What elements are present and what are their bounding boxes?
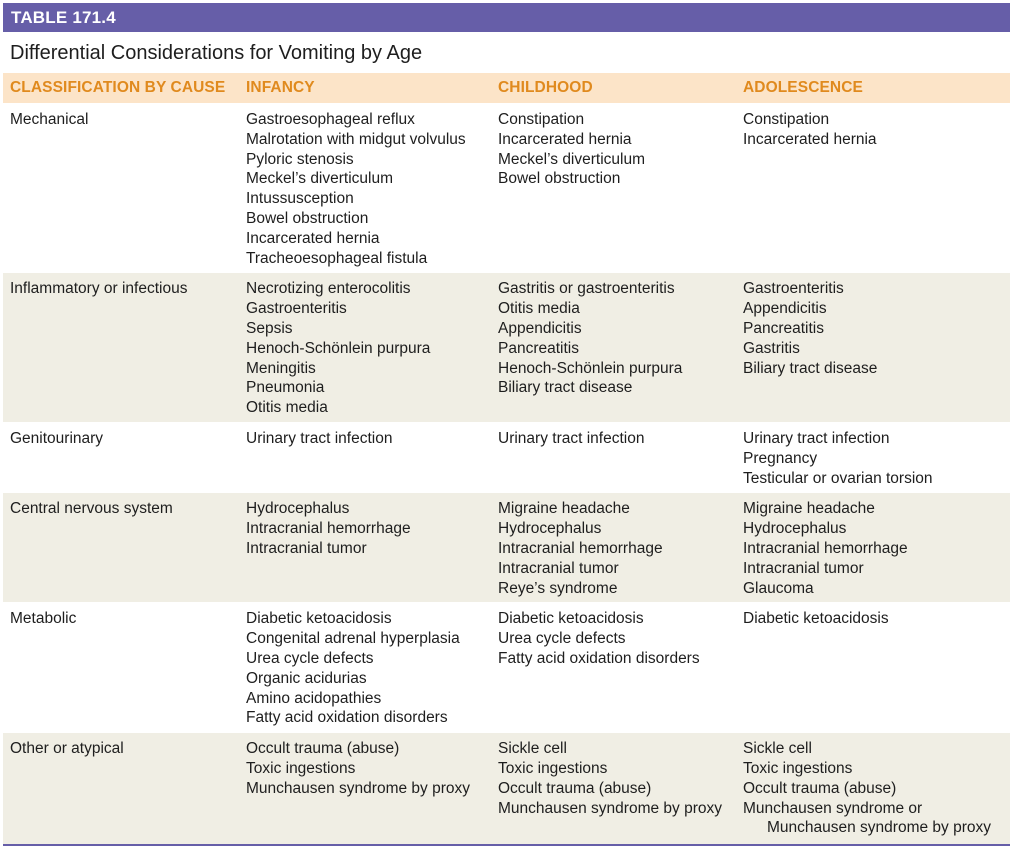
condition-item: Migraine headache (743, 500, 875, 518)
condition-item: Meckel’s diverticulum (246, 170, 394, 188)
infancy-cell (239, 733, 491, 844)
condition-item: Congenital adrenal hyperplasia (246, 630, 460, 648)
condition-item: Diabetic ketoacidosis (743, 610, 889, 628)
table-row (3, 603, 1010, 733)
condition-item: Urea cycle defects (246, 649, 374, 667)
condition-item: Intracranial hemorrhage (498, 539, 663, 557)
condition-item: Fatty acid oxidation disorders (498, 649, 700, 667)
condition-item: Otitis media (246, 399, 328, 417)
table-container (3, 3, 1010, 846)
condition-item: Hydrocephalus (743, 520, 847, 538)
condition-item: Malrotation with midgut volvulus (246, 130, 466, 148)
condition-item: Pancreatitis (498, 339, 579, 357)
table-row (3, 733, 1010, 844)
condition-item: Urinary tract infection (743, 429, 890, 447)
adolescence-cell (736, 273, 1010, 423)
table-row (3, 493, 1010, 603)
infancy-cell (239, 603, 491, 733)
condition-item: Munchausen syndrome by proxy (498, 799, 723, 817)
condition-item: Amino acidopathies (246, 689, 382, 707)
condition-item: Henoch-Schönlein purpura (498, 359, 683, 377)
condition-item: Intracranial hemorrhage (246, 520, 411, 538)
childhood-cell (491, 104, 736, 273)
condition-item: Glaucoma (743, 579, 814, 597)
condition-item: Occult trauma (abuse) (743, 779, 897, 797)
childhood-cell (491, 493, 736, 603)
condition-item: Fatty acid oxidation disorders (246, 709, 448, 727)
condition-item: Hydrocephalus (498, 520, 602, 538)
childhood-cell (491, 273, 736, 423)
condition-item: Gastroesophageal reflux (246, 111, 415, 128)
cause-label: Mechanical (10, 111, 89, 128)
condition-item: Urinary tract infection (498, 429, 645, 447)
cause-cell (3, 104, 239, 273)
condition-item: Appendicitis (743, 300, 827, 318)
condition-item: Necrotizing enterocolitis (246, 280, 411, 298)
header-classification: CLASSIFICATION BY CAUSE (3, 73, 239, 104)
condition-item: Sickle cell (743, 740, 812, 758)
condition-item: Pyloric stenosis (246, 150, 354, 168)
condition-item: Bowel obstruction (498, 170, 621, 188)
condition-item: Organic acidurias (246, 669, 367, 687)
condition-item: Meningitis (246, 359, 316, 377)
condition-item: Gastroenteritis (743, 280, 844, 298)
condition-item: Occult trauma (abuse) (498, 779, 652, 797)
differential-table (3, 73, 1010, 844)
table-title: Differential Considerations for Vomiting by Age (10, 42, 423, 64)
condition-item: Otitis media (498, 300, 580, 318)
adolescence-cell (736, 733, 1010, 844)
condition-item: Occult trauma (abuse) (246, 740, 400, 758)
condition-item: Hydrocephalus (246, 500, 350, 518)
header-adolescence: ADOLESCENCE (736, 73, 1010, 104)
cause-label: Central nervous system (10, 500, 173, 518)
table-row (3, 104, 1010, 273)
condition-item: Appendicitis (498, 319, 582, 337)
childhood-cell (491, 422, 736, 492)
condition-item: Bowel obstruction (246, 209, 369, 227)
condition-item: Constipation (498, 111, 585, 128)
condition-item: Intussusception (246, 190, 354, 208)
adolescence-cell (736, 104, 1010, 273)
adolescence-cell (736, 422, 1010, 492)
cause-label: Inflammatory or infectious (10, 280, 188, 298)
cause-cell (3, 422, 239, 492)
condition-item: Pregnancy (743, 449, 818, 467)
condition-item: Gastritis (743, 339, 800, 357)
cause-cell (3, 733, 239, 844)
table-row (3, 422, 1010, 492)
condition-item: Intracranial tumor (498, 559, 619, 577)
infancy-cell (239, 273, 491, 423)
condition-item: Diabetic ketoacidosis (498, 610, 644, 628)
childhood-cell (491, 603, 736, 733)
cause-cell (3, 603, 239, 733)
adolescence-cell (736, 603, 1010, 733)
condition-item: Pancreatitis (743, 319, 824, 337)
condition-item: Migraine headache (498, 500, 630, 518)
header-childhood: CHILDHOOD (491, 73, 736, 104)
condition-item: Incarcerated hernia (743, 130, 877, 148)
condition-item: Intracranial tumor (743, 559, 864, 577)
condition-item: Henoch-Schönlein purpura (246, 339, 431, 357)
cause-cell (3, 273, 239, 423)
table-row (3, 273, 1010, 423)
condition-item: Urinary tract infection (246, 429, 393, 447)
condition-item: Gastritis or gastroenteritis (498, 280, 675, 298)
condition-item: Toxic ingestions (246, 759, 356, 777)
condition-item: Incarcerated hernia (498, 130, 632, 148)
infancy-cell (239, 104, 491, 273)
bottom-rule (3, 844, 1010, 846)
condition-item: Sickle cell (498, 740, 567, 758)
condition-item: Biliary tract disease (498, 379, 633, 397)
condition-item: Toxic ingestions (743, 759, 853, 777)
condition-item: Munchausen syndrome or Munchausen syndrome by proxy (743, 799, 992, 837)
condition-item: Munchausen syndrome by proxy (246, 779, 471, 797)
cause-cell (3, 493, 239, 603)
header-row (3, 73, 1010, 104)
cause-label: Metabolic (10, 610, 77, 628)
condition-item: Diabetic ketoacidosis (246, 610, 392, 628)
condition-item: Meckel’s diverticulum (498, 150, 646, 168)
condition-item: Constipation (743, 111, 830, 128)
condition-item: Pneumonia (246, 379, 325, 397)
infancy-cell (239, 422, 491, 492)
condition-item: Sepsis (246, 319, 293, 337)
header-infancy: INFANCY (239, 73, 491, 104)
condition-item: Biliary tract disease (743, 359, 878, 377)
condition-item: Testicular or ovarian torsion (743, 469, 933, 487)
condition-item: Intracranial tumor (246, 539, 367, 557)
condition-item: Incarcerated hernia (246, 229, 380, 247)
childhood-cell (491, 733, 736, 844)
condition-item: Urea cycle defects (498, 630, 626, 648)
condition-item: Toxic ingestions (498, 759, 608, 777)
cause-label: Other or atypical (10, 740, 124, 758)
cause-label: Genitourinary (10, 429, 104, 447)
condition-item: Reye’s syndrome (498, 579, 618, 597)
condition-item: Gastroenteritis (246, 300, 347, 318)
table-label: TABLE 171.4 (3, 3, 1010, 32)
condition-item: Intracranial hemorrhage (743, 539, 908, 557)
condition-item: Tracheoesophageal fistula (246, 249, 428, 267)
infancy-cell (239, 493, 491, 603)
adolescence-cell (736, 493, 1010, 603)
